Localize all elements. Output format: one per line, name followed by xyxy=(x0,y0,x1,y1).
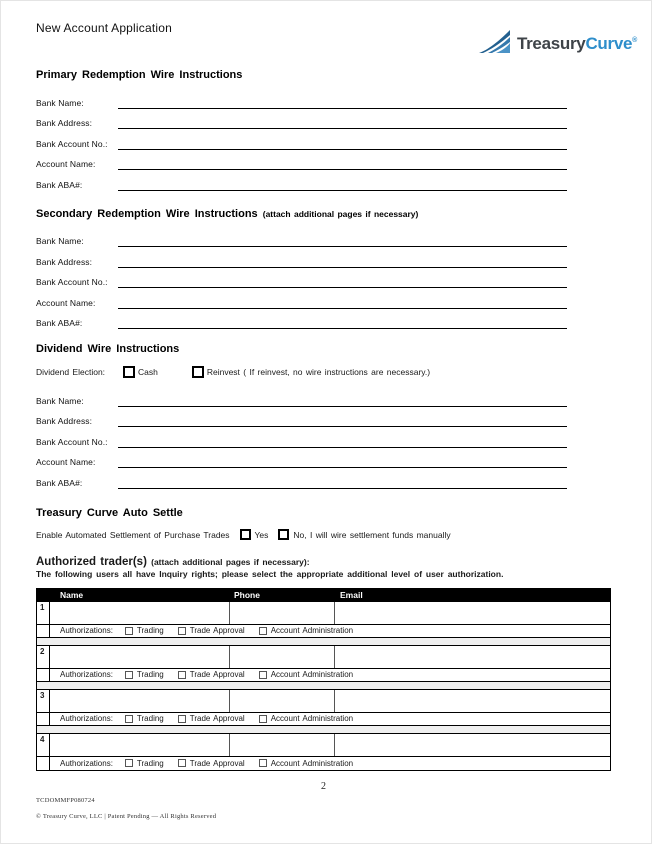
auto-settle-yes-checkbox[interactable] xyxy=(240,529,251,540)
auth-option-trading xyxy=(125,714,164,723)
phone-cell[interactable] xyxy=(230,646,335,668)
row-number: 3 xyxy=(37,690,50,712)
trade-approval-label: Trade Approval xyxy=(189,714,245,723)
trading-label: Trading xyxy=(136,626,164,635)
cash-checkbox[interactable] xyxy=(123,366,135,378)
phone-cell[interactable] xyxy=(230,602,335,624)
bank-account-no-label: Bank Account No.: xyxy=(36,277,108,287)
traders-subheading: The following users all have Inquiry rights; please select the appropriate additional level of user authorization. xyxy=(36,568,504,579)
authorizations-row xyxy=(37,757,610,770)
bank-address-input-line[interactable] xyxy=(118,127,567,129)
auth-option-trade-approval xyxy=(178,670,245,679)
authorizations-row xyxy=(37,669,610,682)
field-row-bank-aba xyxy=(36,309,567,330)
dividend-wire-heading: Dividend Wire Instructions xyxy=(36,343,180,355)
bank-account-no-input-line[interactable] xyxy=(118,148,567,150)
account-name-input-line[interactable] xyxy=(118,307,567,309)
account-administration-checkbox[interactable] xyxy=(259,759,267,767)
authorizations-label: Authorizations: xyxy=(60,670,113,679)
trade-approval-label: Trade Approval xyxy=(189,670,245,679)
page-number: 2 xyxy=(321,780,326,792)
bank-aba-label: Bank ABA#: xyxy=(36,318,83,328)
authorizations-label: Authorizations: xyxy=(60,626,113,635)
bank-name-label: Bank Name: xyxy=(36,236,84,246)
table-row xyxy=(37,646,610,669)
field-row-bank-name xyxy=(36,386,567,407)
auto-settle-heading: Treasury Curve Auto Settle xyxy=(36,506,183,519)
bank-name-input-line[interactable] xyxy=(118,405,567,407)
bank-address-input-line[interactable] xyxy=(118,266,567,268)
bank-name-input-line[interactable] xyxy=(118,107,567,109)
phone-cell[interactable] xyxy=(230,690,335,712)
auto-settle-question: Enable Automated Settlement of Purchase Trades xyxy=(36,529,230,540)
account-name-input-line[interactable] xyxy=(118,168,567,170)
account-name-label: Account Name: xyxy=(36,297,96,308)
bank-aba-label: Bank ABA#: xyxy=(36,477,83,488)
authorizations-label: Authorizations: xyxy=(60,714,113,723)
logo-word-treasury: Treasury xyxy=(516,34,586,53)
dividend-option-reinvest xyxy=(192,366,430,378)
field-row-account-name xyxy=(36,150,567,171)
field-row-bank-aba xyxy=(36,468,567,489)
bank-name-label: Bank Name: xyxy=(36,97,84,108)
trade-approval-checkbox[interactable] xyxy=(178,627,186,635)
auto-settle-no-checkbox[interactable] xyxy=(278,529,289,540)
row-number: 2 xyxy=(37,646,50,668)
trading-label: Trading xyxy=(136,758,164,768)
trading-checkbox[interactable] xyxy=(125,759,133,767)
row-separator xyxy=(37,682,610,690)
trade-approval-label: Trade Approval xyxy=(189,626,245,635)
authorizations-label: Authorizations: xyxy=(60,758,113,768)
account-administration-checkbox[interactable] xyxy=(259,627,267,635)
bank-address-label: Bank Address: xyxy=(36,256,93,267)
auth-option-trading xyxy=(125,670,164,679)
auto-settle-no-label: No, I will wire settlement funds manually xyxy=(293,529,451,540)
account-name-input-line[interactable] xyxy=(118,466,567,468)
bank-account-no-label: Bank Account No.: xyxy=(36,436,108,447)
phone-cell[interactable] xyxy=(230,734,335,756)
account-name-label: Account Name: xyxy=(36,457,96,467)
row-number: 4 xyxy=(37,734,50,756)
table-row xyxy=(37,734,610,757)
bank-aba-input-line[interactable] xyxy=(118,327,567,329)
trading-checkbox[interactable] xyxy=(125,627,133,635)
cash-label: Cash xyxy=(138,367,158,377)
page-title: New Account Application xyxy=(36,21,173,35)
field-row-account-name xyxy=(36,288,567,309)
phone-column-header: Phone xyxy=(234,590,260,600)
bank-aba-label: Bank ABA#: xyxy=(36,179,83,190)
field-row-bank-name xyxy=(36,88,567,109)
field-row-account-name xyxy=(36,448,567,469)
table-header-row xyxy=(37,589,610,602)
bank-account-no-input-line[interactable] xyxy=(118,446,567,448)
field-row-bank-account-no xyxy=(36,268,567,289)
registered-trademark-icon: ® xyxy=(632,37,637,44)
row-separator xyxy=(37,638,610,646)
auth-option-trading xyxy=(125,759,164,768)
secondary-wire-heading-text: Secondary Redemption Wire Instructions xyxy=(36,207,258,220)
bank-name-input-line[interactable] xyxy=(118,245,567,247)
treasury-curve-logo xyxy=(479,28,637,60)
field-row-bank-name xyxy=(36,227,567,248)
name-cell[interactable] xyxy=(50,602,230,624)
logo-wordmark xyxy=(517,34,637,54)
primary-wire-fields xyxy=(36,88,567,191)
reinvest-checkbox[interactable] xyxy=(192,366,204,378)
bank-address-label: Bank Address: xyxy=(36,118,93,128)
field-row-bank-address xyxy=(36,247,567,268)
trade-approval-checkbox[interactable] xyxy=(178,759,186,767)
field-row-bank-address xyxy=(36,407,567,428)
secondary-wire-heading xyxy=(36,208,651,221)
row-number: 1 xyxy=(37,602,50,624)
email-cell[interactable] xyxy=(335,602,610,624)
auth-option-account-admin xyxy=(259,759,353,768)
form-code: TCDOMMFP080724 xyxy=(36,796,95,804)
logo-word-curve: Curve xyxy=(585,34,633,53)
row-separator xyxy=(37,726,610,734)
authorizations-row xyxy=(37,625,610,638)
email-cell[interactable] xyxy=(335,690,610,712)
auth-option-trading xyxy=(125,626,164,635)
traders-heading-note: (attach additional pages if necessary): xyxy=(151,556,310,567)
account-administration-label: Account Administration xyxy=(270,714,354,723)
trade-approval-label: Trade Approval xyxy=(189,758,245,768)
bank-aba-input-line[interactable] xyxy=(118,189,567,191)
name-column-header: Name xyxy=(60,590,84,600)
auth-option-account-admin xyxy=(259,626,353,635)
trading-checkbox[interactable] xyxy=(125,715,133,723)
trading-label: Trading xyxy=(136,714,164,723)
auth-option-account-admin xyxy=(259,714,353,723)
copyright-line: © Treasury Curve, LLC | Patent Pending — All Rights Reserved xyxy=(36,812,217,820)
email-column-header: Email xyxy=(340,590,363,600)
treasury-curve-swoosh-icon xyxy=(479,28,517,60)
field-row-bank-address xyxy=(36,109,567,130)
name-cell[interactable] xyxy=(50,690,230,712)
table-row xyxy=(37,602,610,625)
account-administration-checkbox[interactable] xyxy=(259,671,267,679)
trade-approval-checkbox[interactable] xyxy=(178,671,186,679)
bank-address-label: Bank Address: xyxy=(36,416,93,426)
trading-checkbox[interactable] xyxy=(125,671,133,679)
name-cell[interactable] xyxy=(50,734,230,756)
dividend-election-label: Dividend Election: xyxy=(36,367,106,377)
auto-settle-row xyxy=(36,528,651,542)
authorized-traders-table xyxy=(36,588,611,771)
dividend-election-row xyxy=(36,364,651,380)
authorizations-row xyxy=(37,713,610,726)
secondary-wire-heading-note: (attach additional pages if necessary) xyxy=(262,208,419,219)
secondary-wire-fields xyxy=(36,227,567,330)
bank-name-label: Bank Name: xyxy=(36,395,84,406)
trade-approval-checkbox[interactable] xyxy=(178,715,186,723)
bank-address-input-line[interactable] xyxy=(118,425,567,427)
email-cell[interactable] xyxy=(335,734,610,756)
table-row xyxy=(37,690,610,713)
bank-account-no-input-line[interactable] xyxy=(118,286,567,288)
account-administration-label: Account Administration xyxy=(270,670,354,679)
primary-wire-heading: Primary Redemption Wire Instructions xyxy=(36,69,243,81)
account-administration-label: Account Administration xyxy=(270,626,354,635)
trading-label: Trading xyxy=(136,670,164,679)
field-row-bank-account-no xyxy=(36,427,567,448)
email-cell[interactable] xyxy=(335,646,610,668)
field-row-bank-account-no xyxy=(36,129,567,150)
traders-heading xyxy=(36,556,651,569)
account-administration-checkbox[interactable] xyxy=(259,715,267,723)
traders-heading-text: Authorized trader(s) xyxy=(36,555,147,568)
account-administration-label: Account Administration xyxy=(270,758,354,768)
auto-settle-yes-label: Yes xyxy=(254,529,269,540)
dividend-wire-fields xyxy=(36,386,567,489)
field-row-bank-aba xyxy=(36,170,567,191)
name-cell[interactable] xyxy=(50,646,230,668)
bank-account-no-label: Bank Account No.: xyxy=(36,138,108,149)
auth-option-trade-approval xyxy=(178,626,245,635)
dividend-option-cash xyxy=(123,366,158,378)
bank-aba-input-line[interactable] xyxy=(118,487,567,489)
auth-option-trade-approval xyxy=(178,714,245,723)
auth-option-account-admin xyxy=(259,670,353,679)
account-name-label: Account Name: xyxy=(36,159,96,169)
reinvest-label: Reinvest ( If reinvest, no wire instructions are necessary.) xyxy=(206,367,431,377)
auth-option-trade-approval xyxy=(178,759,245,768)
